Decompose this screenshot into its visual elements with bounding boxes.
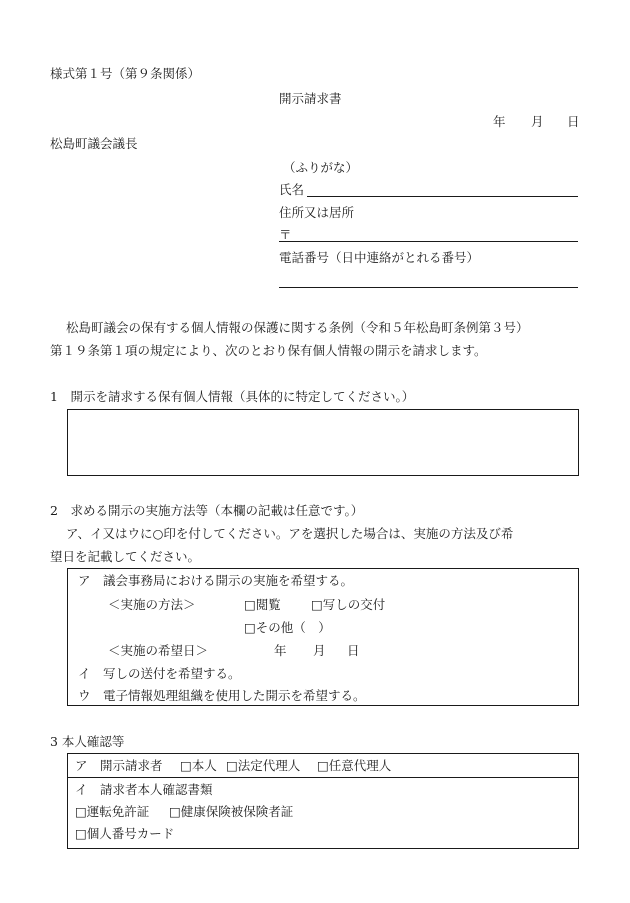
section3-heading: 3 本人確認等	[50, 734, 125, 749]
section2-instruction-2: 望日を記載してください。	[50, 549, 201, 564]
intro-line-2: 第１９条第１項の規定により、次のとおり保有個人情報の開示を請求します。	[50, 343, 487, 358]
voluntary-rep-checkbox[interactable]: □任意代理人	[317, 758, 392, 773]
postal-mark: 〒	[279, 227, 292, 242]
drivers-license-checkbox[interactable]: □運転免許証	[75, 804, 150, 819]
form-title: 開示請求書	[279, 91, 342, 106]
addressee: 松島町議会議長	[50, 136, 138, 151]
method-other-checkbox[interactable]: □その他（ ）	[244, 620, 331, 635]
section2-heading: 2 求める開示の実施方法等（本欄の記載は任意です。）	[50, 503, 364, 518]
row-i-label: イ 請求者本人確認書類	[75, 782, 213, 797]
my-number-card-checkbox[interactable]: □個人番号カード	[75, 826, 175, 841]
phone-field[interactable]	[279, 287, 578, 288]
option-a[interactable]: ア 議会事務局における開示の実施を希望する。	[78, 573, 354, 588]
row-a-label: ア 開示請求者	[75, 758, 163, 773]
health-insurance-checkbox[interactable]: □健康保険被保険者証	[169, 804, 294, 819]
section1-content-box[interactable]	[67, 409, 579, 476]
date-month: 月	[531, 114, 544, 129]
address-label: 住所又は居所	[279, 205, 355, 220]
intro-line-1: 松島町議会の保有する個人情報の保護に関する条例（令和５年松島町条例第３号）	[66, 320, 529, 335]
option-u[interactable]: ウ 電子情報処理組織を使用した開示を希望する。	[78, 688, 366, 703]
phone-label: 電話番号（日中連絡がとれる番号）	[279, 250, 480, 265]
form-number: 様式第１号（第９条関係）	[50, 66, 201, 81]
section2-options-box	[67, 568, 579, 706]
section2-instruction-1: ア、イ又はウに○印を付してください。アを選択した場合は、実施の方法及び希	[66, 526, 514, 541]
method-copy-checkbox[interactable]: □写しの交付	[311, 597, 386, 612]
table-divider	[68, 777, 578, 778]
method-label: ＜実施の方法＞	[108, 597, 196, 612]
self-checkbox[interactable]: □本人	[180, 758, 217, 773]
method-view-checkbox[interactable]: □閲覧	[244, 597, 281, 612]
name-field[interactable]	[307, 196, 578, 197]
date-day: 日	[567, 114, 580, 129]
section3-table	[67, 753, 579, 849]
hope-date-year[interactable]: 年	[274, 643, 287, 658]
option-i[interactable]: イ 写しの送付を希望する。	[78, 666, 241, 681]
date-label: ＜実施の希望日＞	[108, 643, 209, 658]
legal-rep-checkbox[interactable]: □法定代理人	[226, 758, 301, 773]
address-field[interactable]	[279, 241, 578, 242]
hope-date-day[interactable]: 日	[347, 643, 360, 658]
furigana-label: （ふりがな）	[283, 160, 359, 175]
date-year: 年	[493, 114, 506, 129]
section1-heading: 1 開示を請求する保有個人情報（具体的に特定してください。）	[50, 389, 415, 404]
hope-date-month[interactable]: 月	[313, 643, 326, 658]
name-label: 氏名	[279, 182, 305, 197]
